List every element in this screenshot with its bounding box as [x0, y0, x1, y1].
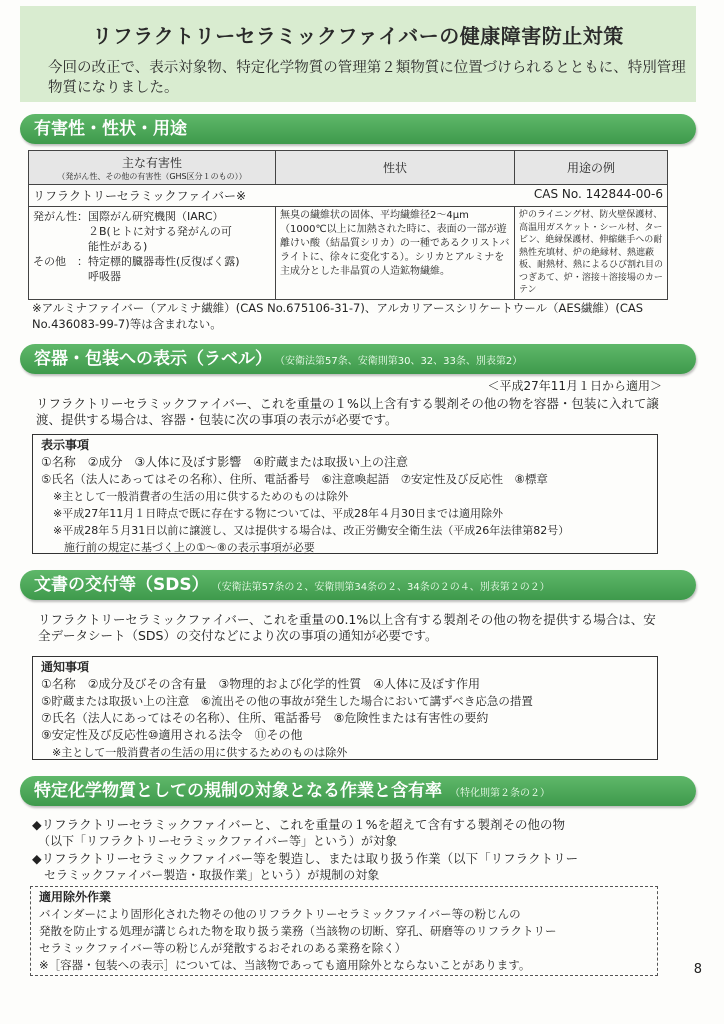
section-heading-sub: （安衛法第57条の２、安衛則第34条の２、34条の２の４、別表第２の２） — [216, 582, 550, 593]
table-row-details — [29, 207, 668, 300]
box-line: セラミックファイバー等の粉じんが発散するおそれのある業務を除く） — [39, 941, 407, 955]
bullet-line: セラミックファイバー製造・取扱作業」という）が規制の対象 — [32, 868, 380, 882]
box-title: 表示事項 — [41, 438, 90, 452]
header-hazard — [29, 151, 276, 185]
section-heading-label — [20, 344, 696, 374]
header-hazard-label: 主な有害性 — [121, 155, 182, 170]
hazard-line: 能性がある) — [33, 240, 148, 253]
properties-cell: 無臭の繊維状の固体、平均繊維径2～4μm（1000℃以上に加熱された時に、表面の一部が遊離けい酸（結晶質シリカ）の一種であるクリストバライトに、徐々に変化する）。シリカとアルミナを主成分とした非晶質の人造鉱物繊維。 — [276, 207, 515, 300]
table-row-material — [29, 185, 668, 207]
label-items-box — [32, 434, 658, 554]
box-line: ①名称 ②成分及びその含有量 ③物理的および化学的性質 ④人体に及ぼす作用 — [41, 677, 481, 691]
header-hazard-sub: （発がん性、その他の有害性（GHS区分１のもの）） — [57, 171, 247, 181]
section-heading-sub: （特化則第２条の２） — [450, 788, 550, 799]
material-name: リフラクトリーセラミックファイバー※ — [29, 185, 515, 207]
hazard-line: ２B(ヒトに対する発がんの可 — [33, 225, 232, 238]
hazard-cell — [29, 207, 276, 300]
sds-items-box — [32, 656, 658, 760]
section-heading-hazard — [20, 114, 696, 144]
box-line: ※平成28年５月31日以前に譲渡し、又は提供する場合は、改正労働安全衛生法（平成26年法律第82号） — [53, 524, 570, 537]
hazard-line: 発がん性：国際がん研究機関（IARC） — [33, 210, 224, 223]
box-line: ※主として一般消費者の生活の用に供するためのものは除外 — [41, 746, 348, 759]
header-properties: 性状 — [276, 151, 515, 185]
bullet-line: ◆リフラクトリーセラミックファイバー等を製造し、または取り扱う作業（以下「リフラクトリー — [32, 851, 579, 866]
box-line: 施行前の規定に基づく上の①～⑧の表示事項が必要 — [53, 541, 315, 554]
section-heading-sds — [20, 570, 696, 600]
box-title: 通知事項 — [41, 660, 90, 674]
box-title: 適用除外作業 — [39, 890, 112, 904]
box-line: ※［容器・包装への表示］については、当該物であっても適用除外とならないことがあります。 — [39, 958, 531, 972]
box-line: バインダーにより固形化された物その他のリフラクトリーセラミックファイバー等の粉じんの — [39, 907, 521, 921]
hazard-table — [28, 150, 668, 300]
box-line: ⑨安定性及び反応性⑩適用される法令 ⑪その他 — [41, 728, 303, 742]
section-heading-regulation — [20, 776, 696, 806]
box-line: ⑦氏名（法人にあってはその名称）、住所、電話番号 ⑧危険性または有害性の要約 — [41, 711, 489, 725]
cas-number: CAS No. 142844-00-6 — [515, 185, 668, 207]
label-body-text: リフラクトリーセラミックファイバー、これを重量の１%以上含有する製剤その他の物を容器・包装に入れて譲渡、提供する場合は、容器・包装に次の事項の表示が必要です。 — [36, 396, 659, 427]
sds-body-text: リフラクトリーセラミックファイバー、これを重量の0.1%以上含有する製剤その他の物を提供する場合は、安全データシート（SDS）の交付などにより次の事項の通知が必要です。 — [38, 612, 656, 643]
box-line: 発散を防止する処理が講じられた物を取り扱う業務（当該物の切断、穿孔、研磨等のリフラクトリー — [39, 924, 557, 938]
section-heading-sub: （安衛法第57条、安衛則第30、32、33条、別表第2） — [280, 356, 523, 367]
section-heading-text: 有害性・性状・用途 — [34, 119, 187, 139]
bullet-line: ◆リフラクトリーセラミックファイバーと、これを重量の１%を超えて含有する製剤その他の物 — [32, 817, 565, 832]
uses-cell: 炉のライニング材、防火壁保護材、高温用ガスケット・シール材、タービン、絶縁保護材、伸縮継手への耐熱性充填材、炉の絶縁材、熱遮蔽板、耐熱材、熱によるひび割れ目のつぎあて、炉・溶接＋溶接場のカーテン — [515, 207, 668, 300]
hazard-line: その他 ：特定標的臓器毒性(反復ばく露) — [33, 255, 240, 268]
box-line: ①名称 ②成分 ③人体に及ぼす影響 ④貯蔵または取扱い上の注意 — [41, 455, 409, 469]
box-line: ※平成27年11月１日時点で既に存在する物については、平成28年４月30日までは適用除外 — [53, 507, 503, 520]
section-heading-text: 容器・包装への表示（ラベル） — [34, 349, 272, 369]
title-block — [20, 6, 696, 102]
bullet-line: （以下「リフラクトリーセラミックファイバー等」という）が対象 — [32, 834, 398, 848]
box-line: ※主として一般消費者の生活の用に供するためのものは除外 — [53, 490, 349, 503]
regulation-bullets — [32, 816, 672, 884]
table-header-row — [29, 151, 668, 185]
exemption-box — [30, 886, 658, 976]
hazard-line: 呼吸器 — [33, 270, 121, 283]
section-heading-text: 特定化学物質としての規制の対象となる作業と含有率 — [34, 781, 442, 801]
box-line: ⑤氏名（法人にあってはその名称）、住所、電話番号 ⑥注意喚起語 ⑦安定性及び反応性 ⑧標章 — [41, 472, 548, 486]
box-line: ⑤貯蔵または取扱い上の注意 ⑥流出その他の事故が発生した場合において講ずべき応急の措置 — [41, 694, 533, 708]
page-number: 8 — [693, 962, 702, 977]
section-heading-text: 文書の交付等（SDS） — [34, 575, 209, 595]
intro-text: 今回の改正で、表示対象物、特定化学物質の管理第２類物質に位置づけられるとともに、特別管理物質になりました。 — [48, 60, 686, 96]
header-uses: 用途の例 — [515, 151, 668, 185]
table-footnote: ※アルミナファイバー（アルミナ繊維）(CAS No.675106-31-7)、アルカリアースシリケートウール（AES繊維）(CAS No.436083-99-7)等は含まれない。 — [32, 301, 644, 331]
effective-date: ＜平成27年11月１日から適用＞ — [487, 379, 662, 393]
page-title: リフラクトリーセラミックファイバーの健康障害防止対策 — [92, 24, 624, 48]
